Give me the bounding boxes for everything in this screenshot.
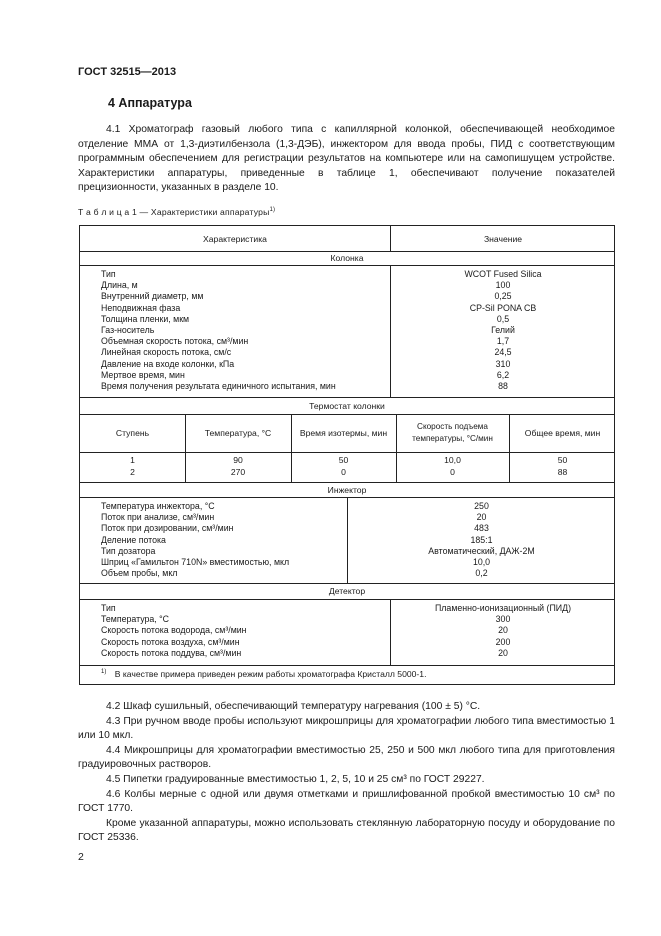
column-label: Газ-носитель xyxy=(101,324,155,335)
column-value: CP-Sil PONA CB xyxy=(469,302,537,313)
footnote-text: В качестве примера приведен режим работы хроматографа Кристалл 5000-1. xyxy=(114,669,427,679)
detector-label: Скорость потока воздуха, см³/мин xyxy=(101,636,240,647)
col-header-value: Значение xyxy=(483,234,523,244)
injector-value: Автоматический, ДАЖ-2М xyxy=(428,545,535,556)
thermostat-cell: 1 xyxy=(130,455,135,465)
column-value: 0,25 xyxy=(494,291,512,302)
injector-labels xyxy=(101,501,289,579)
table-caption-text: Т а б л и ц а 1 — Характеристики аппаратуры xyxy=(78,207,270,217)
injector-value: 20 xyxy=(476,512,487,523)
footnote-mark: 1) xyxy=(101,669,107,676)
injector-values xyxy=(347,501,616,579)
list-item: 4.3 При ручном вводе пробы используют микрошприцы для хроматографии любого типа вместимостью 1 или 10 мкл. xyxy=(78,715,615,742)
section-injector-title: Инжектор xyxy=(327,485,367,495)
injector-value: 250 xyxy=(474,501,489,511)
column-value: 310 xyxy=(495,358,511,369)
thermostat-header-rate: Скорость подъема температуры, °С/мин xyxy=(412,422,493,443)
column-value: 88 xyxy=(498,380,508,391)
table-caption-ref: 1) xyxy=(269,207,276,214)
column-label: Тип xyxy=(101,269,116,279)
page-number: 2 xyxy=(78,851,84,863)
detector-label: Скорость потока водорода, см³/мин xyxy=(101,625,247,636)
column-label: Неподвижная фаза xyxy=(101,302,181,313)
column-value: 100 xyxy=(495,280,511,291)
column-value: 24,5 xyxy=(494,347,512,358)
column-values xyxy=(390,269,616,392)
thermostat-cell: 0 xyxy=(450,467,455,477)
intro-paragraph xyxy=(78,123,615,196)
injector-label: Поток при дозировании, см³/мин xyxy=(101,523,234,534)
column-label: Линейная скорость потока, см/с xyxy=(101,347,232,358)
intro-text: 4.1 Хроматограф газовый любого типа с капиллярной колонкой, обеспечивающей необходимое отделение ММА от 1,3-диэтилбензола (1,3-ДЭБ), инжектором для ввода пробы, ПИД с соответствующим программным обеспечением для регистрации результатов на компьютере или на самопишущем устройстве. Характеристики аппаратуры, приведенные в таблице 1, обеспечивают получение показателей прецизионности, указанных в разделе 10. xyxy=(78,124,615,194)
col-header-characteristic: Характеристика xyxy=(203,234,267,244)
column-label: Объемная скорость потока, см³/мин xyxy=(101,336,249,347)
injector-label: Температура инжектора, °С xyxy=(101,501,215,511)
thermostat-header-temperature: Температура, °С xyxy=(204,428,272,438)
thermostat-cell: 90 xyxy=(233,455,243,465)
injector-label: Поток при анализе, см³/мин xyxy=(101,512,215,523)
detector-label: Скорость потока поддува, см³/мин xyxy=(101,647,242,658)
injector-value: 185:1 xyxy=(470,534,493,545)
thermostat-cell: 0 xyxy=(341,467,346,477)
thermostat-cell: 50 xyxy=(338,455,349,465)
injector-label: Объем пробы, мкл xyxy=(101,568,178,579)
column-value: 0,5 xyxy=(496,313,510,324)
document-header: ГОСТ 32515—2013 xyxy=(78,66,177,78)
list-item: 4.5 Пипетки градуированные вместимостью 1, 2, 5, 10 и 25 см³ по ГОСТ 29227. xyxy=(106,773,485,785)
detector-value: Пламенно-ионизационный (ПИД) xyxy=(434,603,572,613)
injector-label: Деление потока xyxy=(101,534,166,545)
column-label: Внутренний диаметр, мм xyxy=(101,291,204,302)
section-detector-title: Детектор xyxy=(328,586,366,596)
injector-label: Тип дозатора xyxy=(101,545,156,556)
list-item: Кроме указанной аппаратуры, можно использовать стеклянную лабораторную посуду и оборудование по ГОСТ 25336. xyxy=(78,817,615,844)
list-item: 4.6 Колбы мерные с одной или двумя отметками и пришлифованной пробкой вместимостью 10 см³ по ГОСТ 1770. xyxy=(78,788,615,815)
detector-value: 300 xyxy=(495,614,511,625)
list-item: 4.2 Шкаф сушильный, обеспечивающий температуру нагревания (100 ± 5) °С. xyxy=(106,701,481,712)
injector-value: 0,2 xyxy=(475,568,488,579)
thermostat-cell: 2 xyxy=(130,467,135,477)
column-value: WCOT Fused Silica xyxy=(464,269,542,279)
injector-value: 10,0 xyxy=(472,556,491,567)
detector-label: Температура, °С xyxy=(101,614,170,625)
injector-value: 483 xyxy=(474,523,489,534)
detector-labels xyxy=(101,603,247,659)
thermostat-header-stage: Ступень xyxy=(115,428,150,438)
table-footnote xyxy=(101,669,426,679)
thermostat-cell: 10,0 xyxy=(444,455,461,465)
detector-values xyxy=(390,603,616,659)
column-value: Гелий xyxy=(491,324,515,335)
column-label: Время получения результата единичного испытания, мин xyxy=(101,380,336,391)
list-item: 4.4 Микрошприцы для хроматографии вместимостью 25, 250 и 500 мкл любого типа для приготовления градуировочных растворов. xyxy=(78,744,615,771)
detector-label: Тип xyxy=(101,603,116,613)
column-label: Толщина пленки, мкм xyxy=(101,313,190,324)
detector-value: 20 xyxy=(498,647,508,658)
section-title: 4 Аппаратура xyxy=(108,96,192,110)
column-label: Длина, м xyxy=(101,280,138,291)
injector-label: Шприц «Гамильтон 710N» вместимостью, мкл xyxy=(101,556,290,567)
thermostat-cell: 50 xyxy=(557,455,568,465)
section-thermostat-title: Термостат колонки xyxy=(309,401,385,411)
column-value: 1,7 xyxy=(496,336,510,347)
thermostat-header-total: Общее время, мин xyxy=(524,428,601,438)
column-labels xyxy=(101,269,336,392)
apparatus-table xyxy=(79,225,615,685)
detector-value: 20 xyxy=(498,625,508,636)
thermostat-cell: 88 xyxy=(557,467,568,477)
thermostat-cell: 270 xyxy=(230,467,246,477)
detector-value: 200 xyxy=(495,636,511,647)
column-label: Давление на входе колонки, кПа xyxy=(101,358,235,369)
section-column-title: Колонка xyxy=(330,253,364,263)
table-caption xyxy=(78,207,275,217)
apparatus-list xyxy=(78,700,615,846)
thermostat-header-isotherm: Время изотермы, мин xyxy=(299,428,388,438)
column-label: Мертвое время, мин xyxy=(101,369,185,380)
column-value: 6,2 xyxy=(496,369,510,380)
